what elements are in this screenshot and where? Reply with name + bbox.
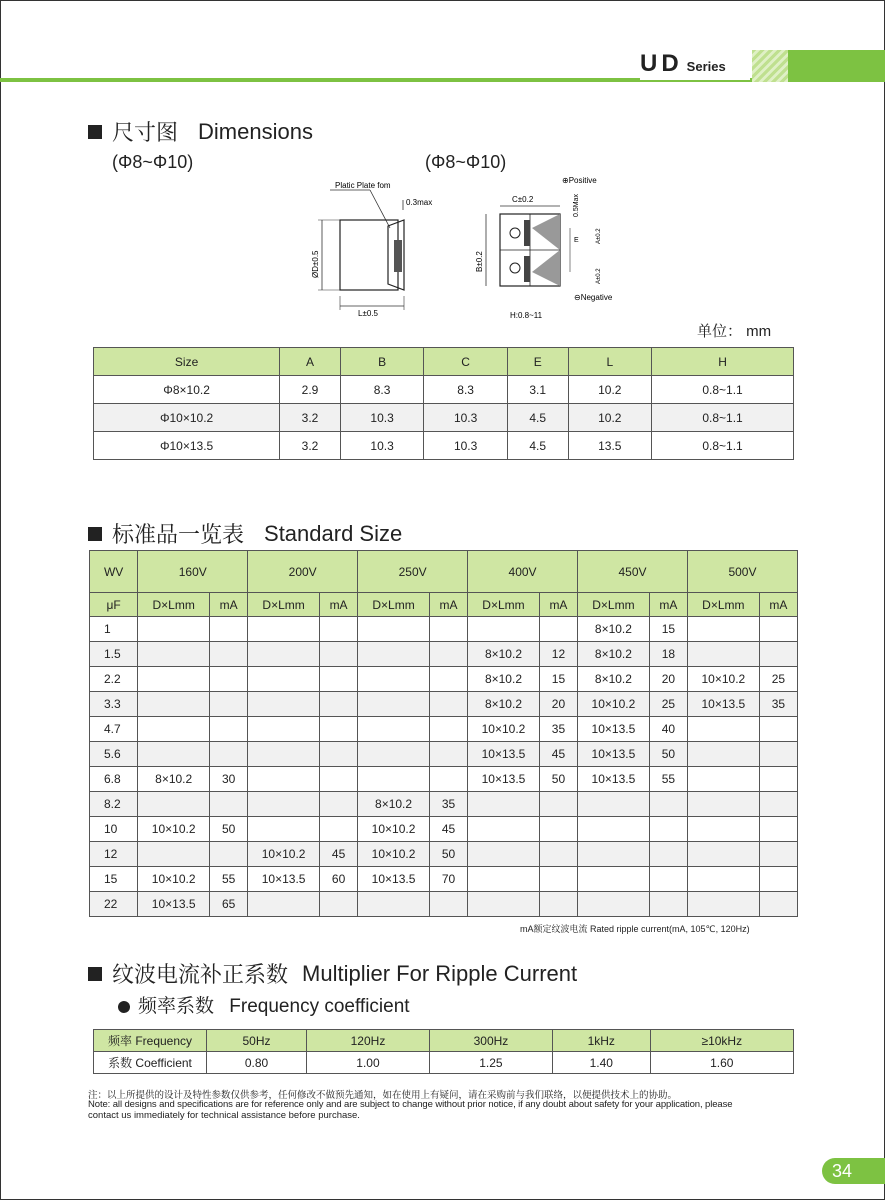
- standard-cell: [138, 792, 210, 817]
- frequency-subheading: [118, 991, 410, 1018]
- standard-cell: 45: [429, 817, 467, 842]
- wv-header: WV: [90, 551, 138, 593]
- dimensions-cell: 10.2: [568, 376, 652, 404]
- standard-title-cn: 标准品一览表: [112, 522, 245, 547]
- standard-cell: [138, 742, 210, 767]
- frequency-cell: 1kHz: [552, 1030, 650, 1052]
- standard-cell: 15: [539, 667, 577, 692]
- standard-cell: 35: [429, 792, 467, 817]
- standard-cell: [429, 692, 467, 717]
- standard-cell: [429, 767, 467, 792]
- standard-cell: 35: [539, 717, 577, 742]
- standard-cell: 50: [649, 742, 687, 767]
- dimensions-body: [94, 376, 794, 460]
- footer-note-en2: contact us immediately for technical assistance before purchase.: [88, 1110, 360, 1121]
- voltage-header: 200V: [248, 551, 358, 593]
- standard-cell: [138, 667, 210, 692]
- standard-cell: [248, 767, 320, 792]
- standard-cell: [320, 692, 358, 717]
- standard-cell: [687, 717, 759, 742]
- standard-cell: 10×10.2: [578, 692, 650, 717]
- voltage-header-row: [90, 551, 798, 593]
- dimensions-cell: 10.3: [340, 432, 424, 460]
- voltage-header: 160V: [138, 551, 248, 593]
- standard-cell: [759, 892, 797, 917]
- left-range: (Φ8~Φ10): [112, 152, 194, 172]
- standard-cell: [687, 642, 759, 667]
- standard-cell: [138, 717, 210, 742]
- standard-cell: [687, 742, 759, 767]
- standard-cell: [539, 617, 577, 642]
- standard-cell: 8×10.2: [578, 617, 650, 642]
- standard-row: [90, 867, 798, 892]
- standard-cell: 65: [210, 892, 248, 917]
- standard-cell: [138, 642, 210, 667]
- ma-subheader: mA: [320, 593, 358, 617]
- dimensions-cell: 2.9: [280, 376, 341, 404]
- voltage-header: 500V: [687, 551, 797, 593]
- standard-cell: 8×10.2: [578, 667, 650, 692]
- standard-cell: 50: [539, 767, 577, 792]
- ma-subheader: mA: [429, 593, 467, 617]
- standard-cell: [687, 842, 759, 867]
- standard-cell: 10×10.2: [687, 667, 759, 692]
- dimensions-cell: 3.2: [280, 432, 341, 460]
- standard-cell: [687, 792, 759, 817]
- voltage-header: 250V: [358, 551, 468, 593]
- standard-cell: [320, 717, 358, 742]
- standard-cell: [210, 667, 248, 692]
- brand: UD: [640, 50, 683, 77]
- dl-subheader: D×Lmm: [468, 593, 540, 617]
- positive-label: ⊕Positive: [562, 176, 597, 185]
- dimensions-cell: 8.3: [424, 376, 508, 404]
- dimensions-row: [94, 432, 794, 460]
- standard-cell: 35: [759, 692, 797, 717]
- capacitance-cell: 1: [90, 617, 138, 642]
- standard-cell: [429, 667, 467, 692]
- header-stripe: [752, 50, 788, 82]
- standard-cell: [759, 642, 797, 667]
- standard-cell: 10×13.5: [358, 867, 430, 892]
- standard-cell: 50: [210, 817, 248, 842]
- standard-cell: 45: [320, 842, 358, 867]
- dimensions-cell: Φ10×13.5: [94, 432, 280, 460]
- standard-cell: 45: [539, 742, 577, 767]
- standard-row: [90, 642, 798, 667]
- bullet-square-icon: [88, 967, 102, 981]
- standard-cell: [649, 892, 687, 917]
- bullet-dot-icon: [118, 1001, 130, 1013]
- standard-row: [90, 667, 798, 692]
- negative-label: ⊖Negative: [574, 293, 613, 302]
- standard-cell: 10×10.2: [138, 867, 210, 892]
- ma-subheader: mA: [210, 593, 248, 617]
- standard-row: [90, 767, 798, 792]
- frequency-table: [93, 1029, 794, 1074]
- capacitance-cell: 3.3: [90, 692, 138, 717]
- standard-cell: [210, 642, 248, 667]
- standard-cell: [358, 692, 430, 717]
- standard-cell: [578, 842, 650, 867]
- standard-cell: [578, 792, 650, 817]
- a2-label: A±0.2: [596, 268, 602, 284]
- dimensions-heading: [88, 116, 313, 147]
- standard-cell: [210, 717, 248, 742]
- frequency-sub-en: Frequency coefficient: [229, 996, 410, 1017]
- standard-cell: 10×13.5: [578, 742, 650, 767]
- frequency-cell: 120Hz: [306, 1030, 429, 1052]
- dimensions-title-cn: 尺寸图: [112, 120, 179, 145]
- ma-subheader: mA: [759, 593, 797, 617]
- ma-subheader: mA: [539, 593, 577, 617]
- standard-row: [90, 692, 798, 717]
- standard-cell: [649, 817, 687, 842]
- standard-cell: [210, 742, 248, 767]
- standard-cell: [578, 867, 650, 892]
- standard-row: [90, 717, 798, 742]
- standard-cell: 15: [649, 617, 687, 642]
- dl-subheader: D×Lmm: [687, 593, 759, 617]
- capacitance-cell: 15: [90, 867, 138, 892]
- standard-cell: [539, 792, 577, 817]
- standard-cell: [210, 842, 248, 867]
- bullet-square-icon: [88, 125, 102, 139]
- standard-row: [90, 892, 798, 917]
- standard-cell: 8×10.2: [468, 667, 540, 692]
- dim-header-a: A: [280, 348, 341, 376]
- standard-cell: [320, 767, 358, 792]
- capacitance-cell: 6.8: [90, 767, 138, 792]
- standard-cell: [539, 842, 577, 867]
- standard-row: [90, 842, 798, 867]
- standard-cell: [248, 792, 320, 817]
- standard-cell: 40: [649, 717, 687, 742]
- frequency-sub-cn: 频率系数: [138, 996, 215, 1017]
- dim-header-size: Size: [94, 348, 280, 376]
- series-title: [640, 50, 750, 80]
- frequency-cell: 300Hz: [429, 1030, 552, 1052]
- standard-cell: [248, 742, 320, 767]
- frequency-row: [94, 1052, 794, 1074]
- standard-cell: [429, 642, 467, 667]
- standard-cell: [687, 867, 759, 892]
- dl-subheader: D×Lmm: [248, 593, 320, 617]
- dimensions-cell: 10.2: [568, 404, 652, 432]
- standard-title-en: Standard Size: [264, 520, 403, 546]
- frequency-cell: 1.40: [552, 1052, 650, 1074]
- standard-cell: 25: [759, 667, 797, 692]
- standard-size-table: [89, 550, 798, 917]
- ripple-title-cn: 纹波电流补正系数: [112, 962, 289, 987]
- standard-cell: [248, 817, 320, 842]
- dimensions-cell: 10.3: [340, 404, 424, 432]
- dim-header-e: E: [507, 348, 568, 376]
- standard-cell: [468, 867, 540, 892]
- dimensions-cell: 0.8~1.1: [652, 376, 794, 404]
- standard-cell: 30: [210, 767, 248, 792]
- standard-cell: [578, 817, 650, 842]
- standard-cell: 10×10.2: [358, 817, 430, 842]
- frequency-cell: 1.60: [650, 1052, 793, 1074]
- side-view-drawing: [300, 178, 450, 318]
- standard-cell: [759, 842, 797, 867]
- standard-cell: [468, 817, 540, 842]
- standard-cell: [358, 617, 430, 642]
- standard-row: [90, 792, 798, 817]
- standard-cell: [429, 892, 467, 917]
- standard-cell: [210, 792, 248, 817]
- standard-cell: [248, 617, 320, 642]
- bullet-square-icon: [88, 527, 102, 541]
- standard-cell: 8×10.2: [138, 767, 210, 792]
- dimensions-cell: 4.5: [507, 404, 568, 432]
- standard-cell: [468, 842, 540, 867]
- b-label: B±0.2: [475, 251, 484, 272]
- ma-subheader: mA: [649, 593, 687, 617]
- standard-cell: [138, 692, 210, 717]
- standard-cell: [248, 717, 320, 742]
- frequency-cell: 频率 Frequency: [94, 1030, 207, 1052]
- voltage-header: 450V: [578, 551, 688, 593]
- dl-subheader: D×Lmm: [138, 593, 210, 617]
- dl-subheader: D×Lmm: [578, 593, 650, 617]
- standard-cell: [210, 692, 248, 717]
- dimensions-cell: 10.3: [424, 432, 508, 460]
- standard-cell: [468, 617, 540, 642]
- standard-cell: 55: [649, 767, 687, 792]
- standard-row: [90, 817, 798, 842]
- standard-cell: 8×10.2: [468, 642, 540, 667]
- c-label: C±0.2: [512, 195, 534, 204]
- dimensions-title-en: Dimensions: [198, 118, 313, 144]
- standard-cell: [687, 892, 759, 917]
- capacitance-cell: 5.6: [90, 742, 138, 767]
- standard-cell: [539, 867, 577, 892]
- e-label: E: [574, 237, 579, 244]
- dimensions-cell: 0.8~1.1: [652, 432, 794, 460]
- capacitance-cell: 1.5: [90, 642, 138, 667]
- standard-cell: 18: [649, 642, 687, 667]
- capacitance-cell: 2.2: [90, 667, 138, 692]
- standard-cell: [649, 842, 687, 867]
- dim-header-l: L: [568, 348, 652, 376]
- standard-cell: 10×13.5: [687, 692, 759, 717]
- dimensions-cell: Φ10×10.2: [94, 404, 280, 432]
- plate-label: Platic Plate fom: [335, 181, 391, 190]
- standard-cell: [210, 617, 248, 642]
- ripple-title-en: Multiplier For Ripple Current: [302, 960, 578, 986]
- ripple-note: mA额定纹波电流 Rated ripple current(mA, 105℃, 120Hz): [520, 924, 750, 934]
- standard-cell: [649, 792, 687, 817]
- voltage-header: 400V: [468, 551, 578, 593]
- standard-cell: 10×13.5: [248, 867, 320, 892]
- standard-cell: 10×13.5: [138, 892, 210, 917]
- standard-heading: [88, 518, 402, 549]
- dimensions-cell: 4.5: [507, 432, 568, 460]
- standard-cell: [320, 617, 358, 642]
- standard-cell: [468, 892, 540, 917]
- standard-cell: 25: [649, 692, 687, 717]
- standard-cell: 10×13.5: [578, 717, 650, 742]
- standard-cell: [358, 767, 430, 792]
- standard-cell: 12: [539, 642, 577, 667]
- standard-cell: 10×10.2: [248, 842, 320, 867]
- standard-cell: 10×10.2: [468, 717, 540, 742]
- standard-cell: [320, 742, 358, 767]
- standard-cell: 60: [320, 867, 358, 892]
- max05-label: 0.5Max: [573, 194, 580, 217]
- standard-cell: [248, 892, 320, 917]
- standard-cell: [539, 892, 577, 917]
- footer-note-cn: 注：以上所提供的设计及特性参数仅供参考，任何修改不做预先通知，如在使用上有疑问，请在采购前与我们联络，以便提供技术上的协助。: [88, 1090, 678, 1101]
- standard-cell: [539, 817, 577, 842]
- standard-cell: 10×13.5: [578, 767, 650, 792]
- frequency-cell: ≥10kHz: [650, 1030, 793, 1052]
- standard-cell: [687, 767, 759, 792]
- standard-cell: [649, 867, 687, 892]
- standard-cell: [358, 717, 430, 742]
- dimensions-row: [94, 376, 794, 404]
- capacitance-cell: 4.7: [90, 717, 138, 742]
- standard-cell: [320, 892, 358, 917]
- standard-cell: 20: [539, 692, 577, 717]
- footer-note-en1: Note: all designs and specifications are for reference only and are subject to change without prior notice, if any doubt about safety for your application, please: [88, 1099, 733, 1110]
- dim-header-c: C: [424, 348, 508, 376]
- uf-header: μF: [90, 593, 138, 617]
- dimensions-cell: 3.1: [507, 376, 568, 404]
- dimensions-cell: 8.3: [340, 376, 424, 404]
- standard-cell: [320, 667, 358, 692]
- dimensions-cell: 13.5: [568, 432, 652, 460]
- sub-header-row: [90, 593, 798, 617]
- standard-cell: [759, 717, 797, 742]
- standard-cell: 8×10.2: [578, 642, 650, 667]
- standard-cell: [358, 642, 430, 667]
- series-label: Series: [686, 59, 726, 74]
- bottom-view-drawing: [470, 172, 630, 322]
- len-label: L±0.5: [358, 309, 378, 318]
- dimensions-cell: 3.2: [280, 404, 341, 432]
- standard-cell: 10×10.2: [358, 842, 430, 867]
- standard-row: [90, 617, 798, 642]
- standard-cell: [687, 617, 759, 642]
- standard-cell: [759, 742, 797, 767]
- frequency-cell: 50Hz: [207, 1030, 307, 1052]
- a1-label: A±0.2: [596, 228, 602, 244]
- standard-cell: [248, 692, 320, 717]
- frequency-row: [94, 1030, 794, 1052]
- capacitance-cell: 10: [90, 817, 138, 842]
- standard-cell: 20: [649, 667, 687, 692]
- standard-cell: [320, 642, 358, 667]
- standard-cell: [138, 617, 210, 642]
- standard-cell: [429, 717, 467, 742]
- ripple-heading: [88, 958, 577, 989]
- standard-body: [90, 617, 798, 917]
- standard-cell: 70: [429, 867, 467, 892]
- dimensions-cell: 10.3: [424, 404, 508, 432]
- dim-header-h: H: [652, 348, 794, 376]
- standard-cell: [468, 792, 540, 817]
- frequency-cell: 1.00: [306, 1052, 429, 1074]
- frequency-cell: 0.80: [207, 1052, 307, 1074]
- standard-cell: [759, 617, 797, 642]
- standard-cell: 8×10.2: [358, 792, 430, 817]
- dl-subheader: D×Lmm: [358, 593, 430, 617]
- standard-cell: [687, 817, 759, 842]
- frequency-cell: 1.25: [429, 1052, 552, 1074]
- dia-label: ØD±0.5: [311, 250, 320, 278]
- standard-cell: 8×10.2: [468, 692, 540, 717]
- frequency-body: [94, 1030, 794, 1074]
- standard-cell: [429, 742, 467, 767]
- standard-cell: [358, 892, 430, 917]
- standard-cell: [578, 892, 650, 917]
- unit-label: 单位： mm: [697, 323, 772, 340]
- standard-cell: 50: [429, 842, 467, 867]
- capacitance-cell: 8.2: [90, 792, 138, 817]
- standard-cell: [248, 667, 320, 692]
- standard-cell: [759, 817, 797, 842]
- standard-cell: [320, 817, 358, 842]
- dimensions-cell: Φ8×10.2: [94, 376, 280, 404]
- standard-cell: 10×13.5: [468, 742, 540, 767]
- standard-cell: 10×10.2: [138, 817, 210, 842]
- standard-cell: [248, 642, 320, 667]
- header-green-block: [788, 50, 885, 82]
- standard-cell: [138, 842, 210, 867]
- standard-cell: 10×13.5: [468, 767, 540, 792]
- standard-cell: [759, 867, 797, 892]
- standard-cell: [358, 667, 430, 692]
- right-range: (Φ8~Φ10): [425, 152, 507, 172]
- standard-cell: [759, 792, 797, 817]
- standard-row: [90, 742, 798, 767]
- dimensions-header-row: [94, 348, 794, 376]
- page-number: 34: [822, 1158, 885, 1184]
- standard-cell: [759, 767, 797, 792]
- dimensions-row: [94, 404, 794, 432]
- dimensions-table: [93, 347, 794, 460]
- capacitance-cell: 12: [90, 842, 138, 867]
- standard-cell: 55: [210, 867, 248, 892]
- h-label: H:0.8~11: [510, 311, 543, 320]
- capacitance-cell: 22: [90, 892, 138, 917]
- standard-cell: [358, 742, 430, 767]
- frequency-cell: 系数 Coefficient: [94, 1052, 207, 1074]
- standard-cell: [429, 617, 467, 642]
- standard-cell: [320, 792, 358, 817]
- max03-label: 0.3max: [406, 198, 433, 207]
- dim-header-b: B: [340, 348, 424, 376]
- dimensions-cell: 0.8~1.1: [652, 404, 794, 432]
